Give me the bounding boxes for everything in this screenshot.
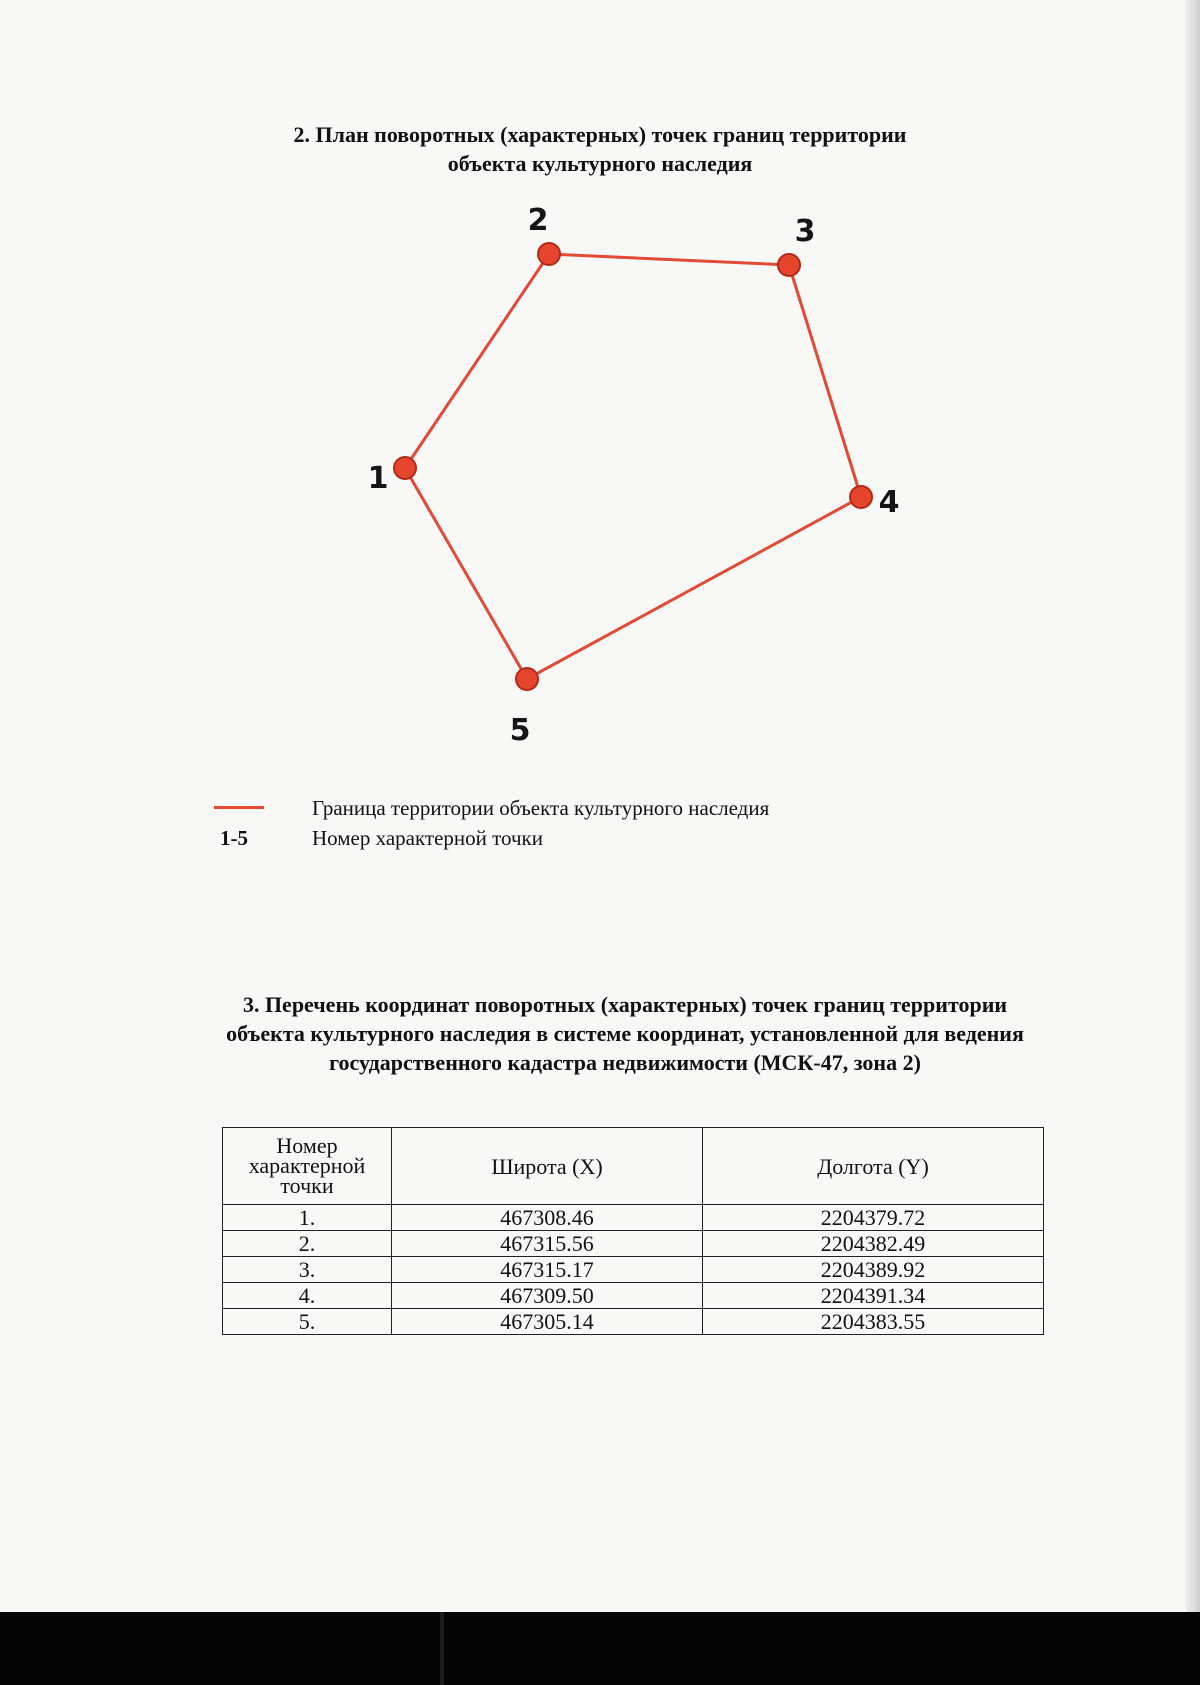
boundary-point-marker [538,243,560,265]
table-row [223,1309,1044,1335]
legend-boundary-line-symbol [214,806,264,809]
table-row [223,1231,1044,1257]
cell-latitude: 467315.56 [392,1231,703,1257]
boundary-point-label: 5 [509,713,531,748]
boundary-point-label: 3 [794,214,816,249]
cell-point-number: 2. [223,1231,392,1257]
boundary-point-marker [516,668,538,690]
cell-point-number: 5. [223,1309,392,1335]
coords-title-line-1: 3. Перечень координат поворотных (характерных) точек границ территории [242,992,1008,1017]
table-row [223,1205,1044,1231]
header-number-line-1: Номер [276,1133,338,1158]
cell-point-number: 3. [223,1257,392,1283]
header-latitude: Широта (X) [392,1128,703,1205]
cell-longitude: 2204389.92 [703,1257,1044,1283]
legend-boundary-description: Граница территории объекта культурного наследия [312,796,770,820]
coordinates-table [222,1127,1044,1335]
header-number-line-2: характерной [248,1153,366,1178]
coords-title-line-3: государственного кадастра недвижимости (МСК-47, зона 2) [329,1050,921,1075]
scan-edge-shadow [1186,0,1200,1612]
boundary-point-marker [778,254,800,276]
cell-longitude: 2204379.72 [703,1205,1044,1231]
table-row [223,1283,1044,1309]
coords-title-line-2: объекта культурного наследия в системе координат, установленной для ведения [226,1021,1024,1046]
legend-point-key: 1-5 [220,826,248,850]
plan-title-line-1: 2. План поворотных (характерных) точек границ территории [293,122,907,147]
header-point-number [223,1128,392,1205]
header-number-line-3: точки [280,1173,334,1198]
boundary-point-label: 4 [878,485,900,520]
legend-point-description: Номер характерной точки [312,826,543,850]
scan-bottom-border [0,1612,1200,1685]
cell-longitude: 2204382.49 [703,1231,1044,1257]
table-header-row [223,1128,1044,1205]
boundary-plan-diagram [0,0,1200,760]
cell-latitude: 467308.46 [392,1205,703,1231]
coords-section-title [130,990,1120,1077]
cell-latitude: 467309.50 [392,1283,703,1309]
boundary-point-marker [850,486,872,508]
boundary-point-label: 2 [527,203,549,238]
cell-point-number: 4. [223,1283,392,1309]
boundary-polygon [405,254,861,679]
boundary-point-marker [394,457,416,479]
header-longitude: Долгота (Y) [703,1128,1044,1205]
cell-latitude: 467315.17 [392,1257,703,1283]
cell-latitude: 467305.14 [392,1309,703,1335]
cell-longitude: 2204383.55 [703,1309,1044,1335]
boundary-point-label: 1 [367,461,389,496]
table-row [223,1257,1044,1283]
plan-title-line-2: объекта культурного наследия [447,151,753,176]
cell-longitude: 2204391.34 [703,1283,1044,1309]
boundary-points [368,203,900,748]
scan-bottom-seam [440,1612,444,1685]
cell-point-number: 1. [223,1205,392,1231]
